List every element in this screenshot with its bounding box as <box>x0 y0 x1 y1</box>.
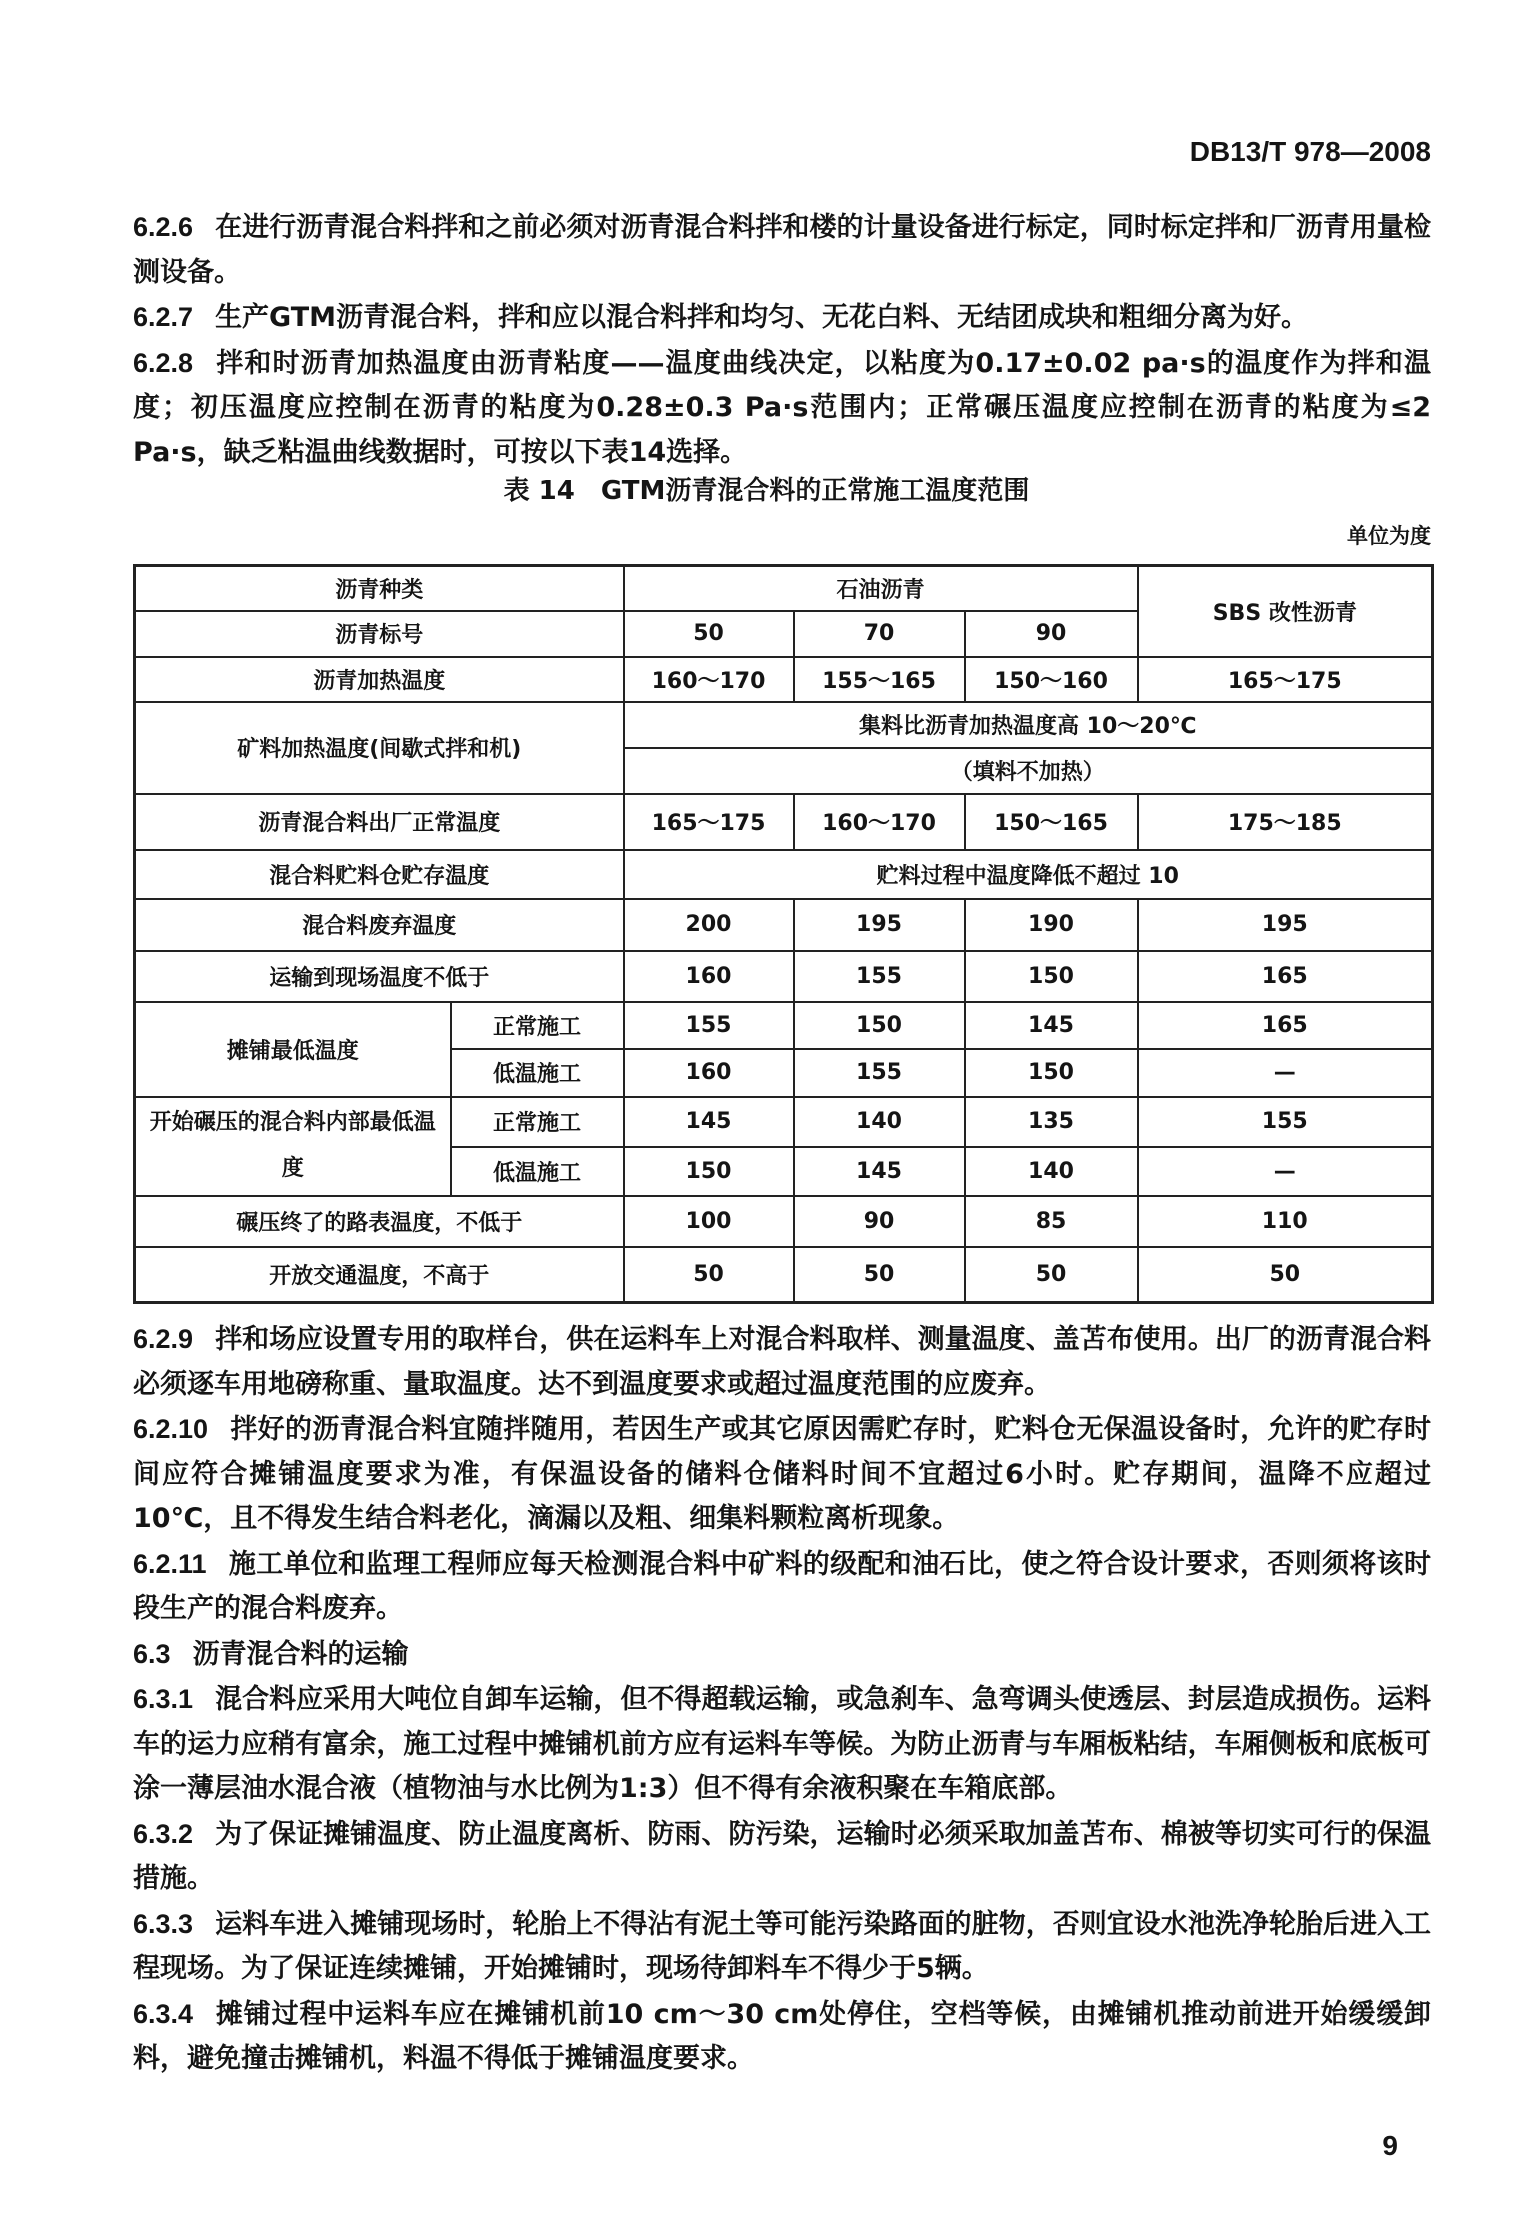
table-cell: 开放交通温度，不高于 <box>135 1247 624 1303</box>
table-cell: 150 <box>794 1002 965 1049</box>
table-row <box>135 951 1433 1002</box>
table-cell: 集料比沥青加热温度高 10～20℃ <box>624 702 1433 748</box>
table-cell: SBS 改性沥青 <box>1138 566 1433 657</box>
table-cell: 155 <box>1138 1097 1433 1147</box>
clause-text: 运料车进入摊铺现场时，轮胎上不得沾有泥土等可能污染路面的脏物，否则宜设水池洗净轮胎后进入工程现场。为了保证连续摊铺，开始摊铺时，现场待卸料车不得少于5辆。 <box>133 1908 1431 1984</box>
section-6-3-heading <box>133 1632 1431 1678</box>
table-cell: 沥青加热温度 <box>135 657 624 702</box>
table-cell: 低温施工 <box>451 1147 624 1196</box>
clause-6-2-8 <box>133 341 1431 476</box>
clause-6-2-11 <box>133 1542 1431 1632</box>
clause-number: 6.2.8 <box>133 347 194 378</box>
table-cell: 165 <box>1138 951 1433 1002</box>
table-cell: 沥青混合料出厂正常温度 <box>135 794 624 850</box>
table-cell: 160 <box>624 1049 794 1097</box>
table-row <box>135 794 1433 850</box>
table-row <box>135 657 1433 702</box>
table-cell: 50 <box>624 611 794 657</box>
table-cell: 140 <box>965 1147 1138 1196</box>
table-cell: — <box>1138 1147 1433 1196</box>
table-cell: 195 <box>1138 899 1433 951</box>
table-cell: 200 <box>624 899 794 951</box>
table-cell: 145 <box>965 1002 1138 1049</box>
table-cell: 140 <box>794 1097 965 1147</box>
table-cell: 运输到现场温度不低于 <box>135 951 624 1002</box>
table-cell: 正常施工 <box>451 1002 624 1049</box>
table-cell: 50 <box>794 1247 965 1303</box>
table-cell: 110 <box>1138 1196 1433 1247</box>
table-cell: 90 <box>965 611 1138 657</box>
table-cell: 碾压终了的路表温度，不低于 <box>135 1196 624 1247</box>
table-row <box>135 1097 1433 1147</box>
page-number: 9 <box>1382 2130 1398 2161</box>
table-cell: 正常施工 <box>451 1097 624 1147</box>
clause-number: 6.3.1 <box>133 1684 194 1714</box>
clause-6-3-4 <box>133 1992 1431 2082</box>
table-cell: 贮料过程中温度降低不超过 10 <box>624 850 1433 899</box>
table-cell: 50 <box>624 1247 794 1303</box>
temperature-table <box>133 564 1434 1304</box>
table-cell: 90 <box>794 1196 965 1247</box>
clause-6-2-7 <box>133 295 1431 341</box>
clause-6-2-10 <box>133 1407 1431 1542</box>
top-paragraphs <box>133 205 1431 475</box>
table-cell: 沥青种类 <box>135 566 624 611</box>
table-cell: 190 <box>965 899 1138 951</box>
table-row <box>135 850 1433 899</box>
table-cell: 石油沥青 <box>624 566 1138 611</box>
table-cell: 100 <box>624 1196 794 1247</box>
table-cell: 混合料废弃温度 <box>135 899 624 951</box>
clause-text: 为了保证摊铺温度、防止温度离析、防雨、防污染，运输时必须采取加盖苫布、棉被等切实可行的保温措施。 <box>133 1818 1431 1894</box>
table-cell: 155 <box>794 951 965 1002</box>
table-cell: 160 <box>624 951 794 1002</box>
clause-number: 6.2.6 <box>133 212 194 242</box>
table-cell: （填料不加热） <box>624 748 1433 794</box>
clause-text: 拌和场应设置专用的取样台，供在运料车上对混合料取样、测量温度、盖苫布使用。出厂的沥青混合料必须逐车用地磅称重、量取温度。达不到温度要求或超过温度范围的应废弃。 <box>133 1324 1431 1400</box>
table-cell: 165～175 <box>624 794 794 850</box>
clause-text: 施工单位和监理工程师应每天检测混合料中矿料的级配和油石比，使之符合设计要求，否则须将该时段生产的混合料废弃。 <box>133 1548 1431 1624</box>
section-title: 沥青混合料的运输 <box>192 1638 409 1670</box>
table-cell: 155 <box>794 1049 965 1097</box>
table-cell: 165 <box>1138 1002 1433 1049</box>
table-row <box>135 1196 1433 1247</box>
document-code: DB13/T 978—2008 <box>1189 136 1431 167</box>
table-title: 表 14 GTM沥青混合料的正常施工温度范围 <box>503 476 1030 506</box>
table-cell: 混合料贮料仓贮存温度 <box>135 850 624 899</box>
clause-number: 6.2.9 <box>133 1324 194 1354</box>
table-cell: 155 <box>624 1002 794 1049</box>
clause-number: 6.3.4 <box>133 1998 194 2029</box>
table-cell: — <box>1138 1049 1433 1097</box>
table-row <box>135 702 1433 748</box>
clause-text: 拌好的沥青混合料宜随拌随用，若因生产或其它原因需贮存时，贮料仓无保温设备时，允许的贮存时间应符合摊铺温度要求为准，有保温设备的储料仓储料时间不宜超过6小时。贮存期间，温降不应超过10℃，且不得发生结合料老化，滴漏以及粗、细集料颗粒离析现象。 <box>133 1414 1431 1534</box>
table-cell: 摊铺最低温度 <box>135 1002 451 1097</box>
table-cell: 150 <box>965 1049 1138 1097</box>
table-cell: 低温施工 <box>451 1049 624 1097</box>
clause-6-3-3 <box>133 1902 1431 1992</box>
table-cell: 160～170 <box>794 794 965 850</box>
clause-6-3-1 <box>133 1677 1431 1812</box>
table-row <box>135 899 1433 951</box>
table-cell: 150～160 <box>965 657 1138 702</box>
clause-number: 6.2.10 <box>133 1414 209 1444</box>
clause-6-3-2 <box>133 1812 1431 1902</box>
table-cell: 50 <box>1138 1247 1433 1303</box>
table-cell: 175～185 <box>1138 794 1433 850</box>
clause-text: 生产GTM沥青混合料，拌和应以混合料拌和均匀、无花白料、无结团成块和粗细分离为好。 <box>215 302 1309 333</box>
clause-6-2-6 <box>133 205 1431 295</box>
table-cell: 155～165 <box>794 657 965 702</box>
table-cell: 70 <box>794 611 965 657</box>
table-cell: 沥青标号 <box>135 611 624 657</box>
table-unit: 单位为度 <box>1347 524 1431 548</box>
table-cell: 195 <box>794 899 965 951</box>
clause-number: 6.3.3 <box>133 1908 194 1939</box>
clause-number: 6.2.11 <box>133 1548 207 1579</box>
table-cell: 150～165 <box>965 794 1138 850</box>
table-cell: 开始碾压的混合料内部最低温度 <box>135 1097 451 1196</box>
clause-number: 6.2.7 <box>133 302 194 332</box>
table-cell: 150 <box>624 1147 794 1196</box>
table-cell: 160～170 <box>624 657 794 702</box>
table-cell: 50 <box>965 1247 1138 1303</box>
table-cell: 矿料加热温度(间歇式拌和机) <box>135 702 624 794</box>
table-cell: 145 <box>794 1147 965 1196</box>
section-number: 6.3 <box>133 1638 171 1669</box>
clause-text: 混合料应采用大吨位自卸车运输，但不得超载运输，或急刹车、急弯调头使透层、封层造成损伤。运料车的运力应稍有富余，施工过程中摊铺机前方应有运料车等候。为防止沥青与车厢板粘结，车厢侧板和底板可涂一薄层油水混合液（植物油与水比例为1:3）但不得有余液积聚在车箱底部。 <box>133 1684 1431 1804</box>
table-cell: 135 <box>965 1097 1138 1147</box>
table-row <box>135 1247 1433 1303</box>
table-cell: 165～175 <box>1138 657 1433 702</box>
clause-number: 6.3.2 <box>133 1818 194 1849</box>
clause-text: 拌和时沥青加热温度由沥青粘度——温度曲线决定，以粘度为0.17±0.02 pa·s的温度作为拌和温度；初压温度应控制在沥青的粘度为0.28±0.3 Pa·s范围内；正常碾压温度应控制在沥青的粘度为≤2 Pa·s，缺乏粘温曲线数据时，可按以下表14选择。 <box>133 347 1431 468</box>
table-row <box>135 566 1433 611</box>
bottom-paragraphs <box>133 1317 1431 2082</box>
clause-text: 摊铺过程中运料车应在摊铺机前10 cm～30 cm处停住，空档等候，由摊铺机推动前进开始缓缓卸料，避免撞击摊铺机，料温不得低于摊铺温度要求。 <box>133 1998 1431 2074</box>
table-cell: 145 <box>624 1097 794 1147</box>
table-cell: 85 <box>965 1196 1138 1247</box>
table-cell: 150 <box>965 951 1138 1002</box>
clause-6-2-9 <box>133 1317 1431 1407</box>
clause-text: 在进行沥青混合料拌和之前必须对沥青混合料拌和楼的计量设备进行标定，同时标定拌和厂沥青用量检测设备。 <box>133 212 1431 288</box>
table-row <box>135 1002 1433 1049</box>
